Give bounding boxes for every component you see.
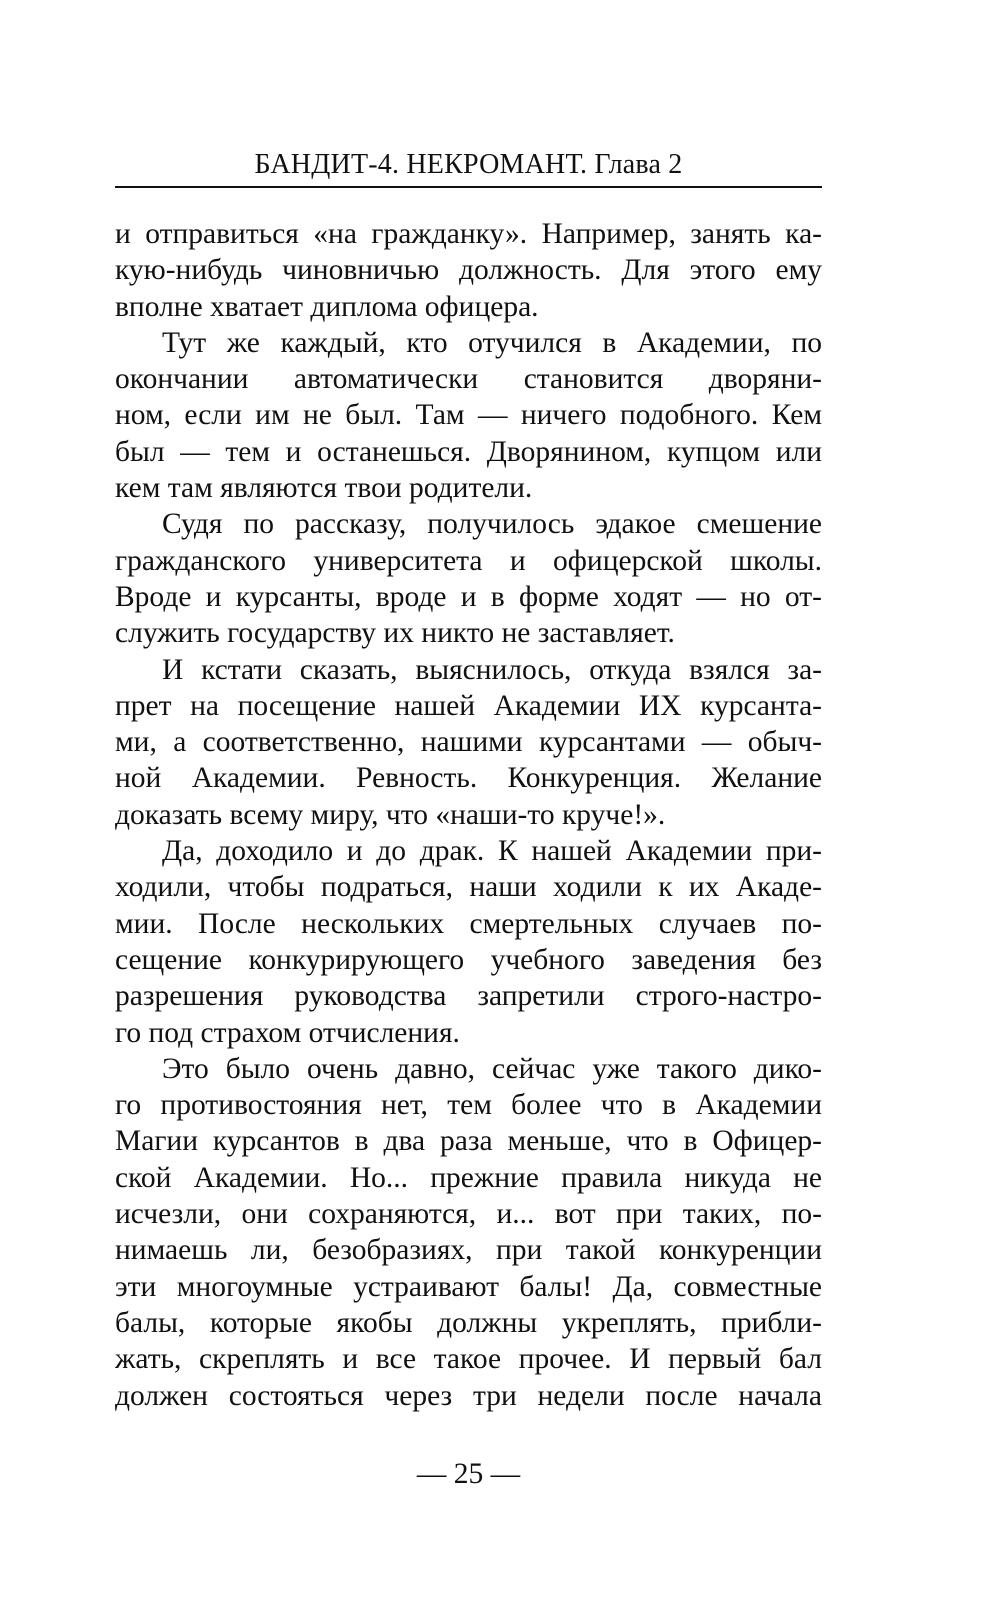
paragraph-first-line: Судя по рассказу, получилось эдакое смешение (162, 508, 822, 541)
paragraph-first-line: Да, доходило и до драк. К нашей Академии при- (162, 835, 822, 868)
text-line: окончании автоматически становится дворяни- (115, 363, 822, 396)
page-number: — 25 — (416, 1458, 521, 1490)
text-line: доказать всему миру, что «наши-то круче!». (115, 798, 666, 831)
text-line: был — тем и останешься. Дворянином, купцом или (115, 435, 822, 468)
text-line: исчезли, они сохраняются, и... вот при таких, по- (115, 1198, 822, 1231)
text-line: разрешения руководства запретили строго-настро- (115, 980, 822, 1013)
header-rule (115, 186, 822, 188)
text-line: жать, скреплять и все такое прочее. И первый бал (115, 1343, 822, 1376)
text-line: балы, которые якобы должны укреплять, прибли- (115, 1306, 822, 1339)
paragraph-first-line: И кстати сказать, выяснилось, откуда взялся за- (162, 653, 822, 686)
text-line: и отправиться «на гражданку». Например, занять ка- (115, 218, 822, 250)
text-line: Магии курсантов в два раза меньше, что в Офицер- (115, 1125, 822, 1158)
text-line: ходили, чтобы подраться, наши ходили к их Акаде- (115, 871, 822, 904)
paragraph-first-line: Это было очень давно, сейчас уже такого дико- (162, 1052, 822, 1085)
text-line: го под страхом отчисления. (115, 1016, 460, 1049)
text-line: кем там являются твои родители. (115, 472, 533, 505)
text-line: го противостояния нет, тем более что в Академии (115, 1089, 822, 1122)
text-line: ной Академии. Ревность. Конкуренция. Желание (115, 762, 822, 795)
text-line: сещение конкурирующего учебного заведения без (115, 943, 822, 976)
text-line: Вроде и курсанты, вроде и в форме ходят — но от- (115, 580, 822, 613)
text-line: ской Академии. Но... прежние правила никуда не (115, 1161, 822, 1194)
text-line: мии. После нескольких смертельных случаев по- (115, 907, 822, 940)
paragraph-first-line: Тут же каждый, кто отучился в Академии, по (162, 326, 822, 359)
text-line: прет на посещение нашей Академии ИХ курсанта- (115, 689, 822, 722)
text-line: вполне хватает диплома офицера. (115, 290, 539, 323)
text-line: кую-нибудь чиновничью должность. Для этого ему (115, 254, 822, 287)
text-line: служить государству их никто не заставляет. (115, 617, 675, 650)
text-line: ном, если им не был. Там — ничего подобного. Кем (115, 399, 822, 432)
text-line: нимаешь ли, безобразиях, при такой конкуренции (115, 1234, 822, 1267)
text-line: ми, а соответственно, нашими курсантами — обыч- (115, 726, 822, 759)
page-body-text (115, 216, 822, 1414)
running-header: БАНДИТ-4. НЕКРОМАНТ. Глава 2 (254, 149, 683, 180)
text-line: эти многоумные устраивают балы! Да, совместные (115, 1270, 822, 1303)
text-line: гражданского университета и офицерской школы. (115, 544, 822, 577)
text-line: должен состояться через три недели после начала (115, 1379, 822, 1412)
